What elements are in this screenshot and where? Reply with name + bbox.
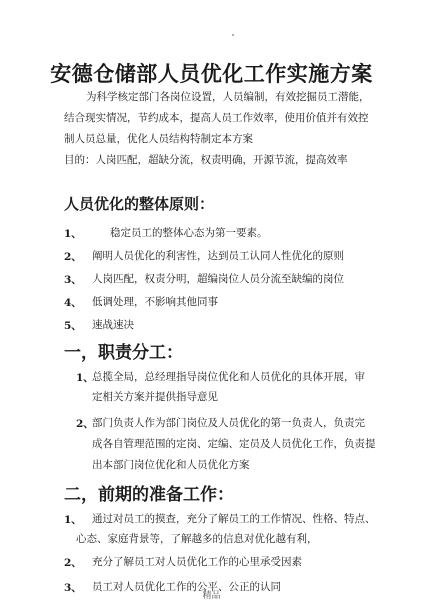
principle-text: 人岗匹配，权责分明，超编岗位人员分流至缺编的岗位 — [92, 273, 344, 285]
prep-text-line-2: 心态、家庭背景等，了解越多的信息对优化越有利， — [76, 533, 318, 545]
principle-number: 2、 — [64, 251, 82, 263]
principle-text: 阐明人员优化的利害性，达到员工认同人性优化的原则 — [92, 250, 344, 262]
duty-text-line-2: 成各自管理范围的定岗、定编、定员及人员优化工作，负责提 — [92, 438, 376, 450]
section-heading-duties: 一，职责分工： — [64, 343, 183, 363]
duty-text-line-1: 部门负责人作为部门岗位及人员优化的第一负责人，负责完 — [92, 417, 365, 429]
duty-text-line-2: 定相关方案并提供指导意见 — [92, 391, 218, 403]
prep-number: 1、 — [64, 514, 82, 526]
principle-number: 3、 — [64, 274, 82, 286]
principle-number: 1、 — [64, 228, 82, 240]
document-title: 安德仓储部人员优化工作实施方案 — [50, 62, 373, 86]
intro-line-2: 结合现实情况，节约成本，提高人员工作效率，使用价值并有效控 — [64, 112, 369, 124]
principle-text: 低调处理，不影响其他同事 — [92, 296, 218, 308]
section-heading-preparation: 二，前期的准备工作： — [64, 485, 234, 505]
section-heading-principles: 人员优化的整体原则： — [64, 195, 215, 213]
duty-number: 1、 — [76, 372, 94, 384]
scan-speck — [232, 34, 234, 36]
intro-line-1: 为科学核定部门各岗位设置，人员编制，有效挖掘员工潜能， — [86, 91, 370, 103]
principle-number: 4、 — [64, 297, 82, 309]
intro-line-4: 目的：人岗匹配，超缺分流，权责明确，开源节流，提高效率 — [64, 154, 348, 166]
prep-text-line-1: 员工对人员优化工作的公平、公正的认同 — [92, 581, 281, 593]
intro-line-3: 制人员总量，优化人员结构特制定本方案 — [64, 133, 253, 145]
duty-text-line-3: 出本部门岗位优化和人员优化方案 — [92, 459, 250, 471]
duty-number: 2、 — [76, 418, 94, 430]
prep-number: 2、 — [64, 557, 82, 569]
duty-text-line-1: 总揽全局，总经理指导岗位优化和人员优化的具体开展，审 — [92, 371, 365, 383]
prep-text-line-1: 通过对员工的摸查，充分了解员工的工作情况、性格、特点、 — [92, 513, 376, 525]
page-footer: 精品 — [202, 591, 221, 601]
prep-text-line-1: 充分了解员工对人员优化工作的心里承受因素 — [92, 556, 302, 568]
principle-text: 速战速决 — [92, 319, 134, 331]
principle-text: 稳定员工的整体心态为第一要素。 — [110, 227, 268, 239]
principle-number: 5、 — [64, 320, 82, 332]
prep-number: 3、 — [64, 582, 82, 594]
